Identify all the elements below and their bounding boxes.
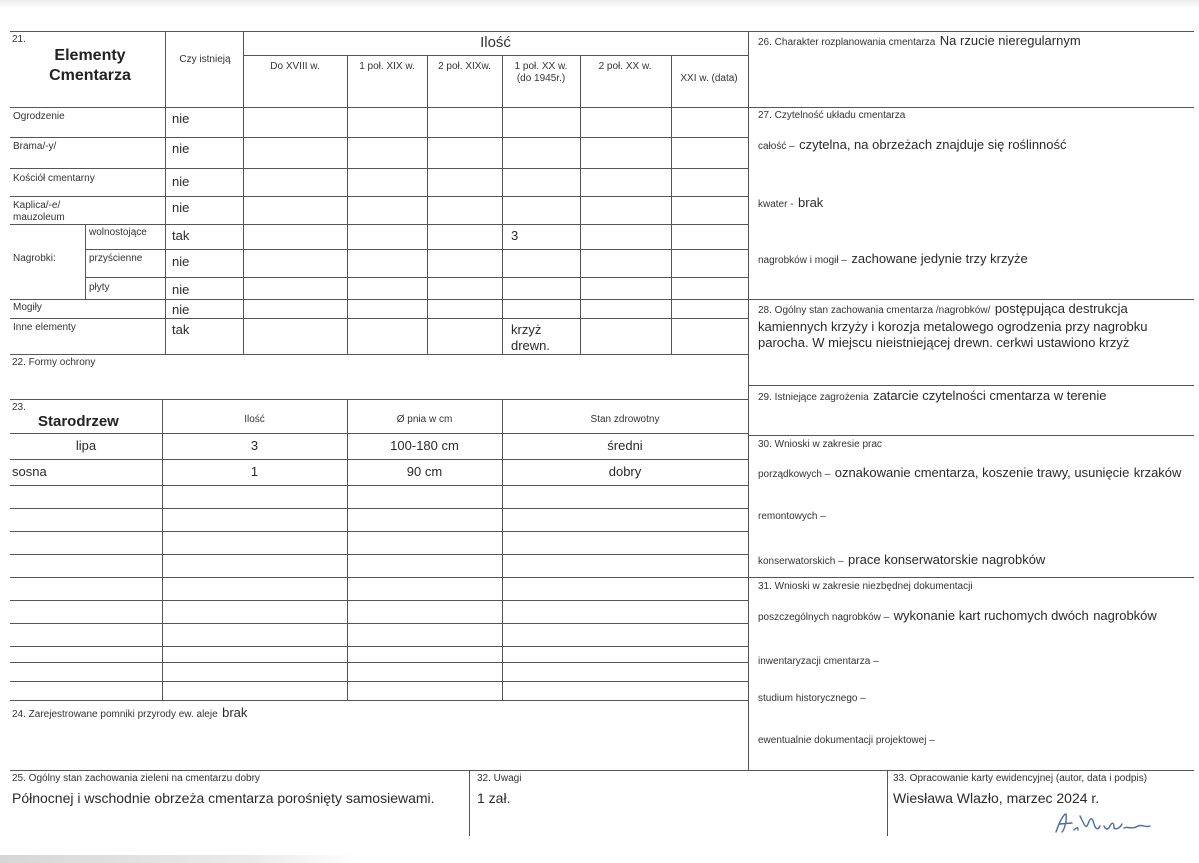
condition-value: postępująca destrukcja [994,301,1128,316]
tree-diameter-header: Ø pnia w cm [396,414,453,425]
element-exists: nie [172,200,190,215]
element-exists: nie [172,141,190,156]
element-label: Kaplica/-e/ mauzoleum [13,200,65,223]
remarks-value: 1 zał. [477,790,511,806]
greenery-value: Północnej i wschodnie obrzeża cmentarza porośnięty samosiewami. [12,790,435,806]
works-cleanup [758,465,1188,483]
works-cleanup-value: oznakowanie cmentarza, koszenie trawy, usunięcie [834,465,1130,480]
threats-label: 29. Istniejące zagrożenia [758,392,869,403]
tree-diameter: 100-180 cm [390,438,459,453]
works-conservation-label: konserwatorskich – [758,556,844,567]
tree-qty: 1 [250,464,259,479]
works-cleanup-label: porządkowych – [758,469,831,480]
documentation-graves-value-cont: nagrobków [1093,608,1157,623]
documentation-conclusions-label: 31. Wnioski w zakresie niezbędnej dokumentacji [758,581,973,592]
element-exists: tak [172,228,190,243]
period-header: Do XVIII w. [270,61,320,72]
period-header: XXI w. (data) [680,73,738,84]
nagrobki-label: Nagrobki: [13,253,56,264]
documentation-history-label: studium historycznego – [758,693,866,704]
tree-health-header: Stan zdrowotny [590,414,660,425]
works-repair-label: remontowych – [758,511,826,522]
condition [758,301,1188,351]
element-exists: nie [172,174,190,189]
period-header: 2 poł. XIXw. [438,61,491,72]
tree-qty: 3 [250,438,259,453]
layout-character-label: 26. Charakter rozplanowania cmentarza [758,37,936,48]
condition-label: 28. Ogólny stan zachowania cmentarza /nagrobków/ [758,305,991,316]
element-label: Inne elementy [13,322,76,333]
element-exists: tak [172,322,190,337]
element-label: przyścienne [89,253,143,264]
scan-shadow [0,855,360,863]
natural-monuments-value: brak [222,705,248,720]
readability-graves-label: nagrobków i mogił – [758,255,847,266]
layout-character-value: Na rzucie nieregularnym [939,33,1081,48]
old-trees-title: Starodrzew [38,413,119,430]
period-header: 1 poł. XIX w. [359,61,415,72]
tree-diameter: 90 cm [406,464,443,479]
works-conservation-value: prace konserwatorskie nagrobków [848,552,1046,567]
readability-whole-label: całość – [758,141,795,152]
documentation-design-label: ewentualnie dokumentacji projektowej – [758,735,935,746]
layout-character [758,32,1081,50]
tree-name: sosna [12,464,47,479]
protection-forms-label: 22. Formy ochrony [12,357,96,368]
documentation-inventory-label: inwentaryzacji cmentarza – [758,656,879,667]
remarks-label: 32. Uwagi [477,773,522,784]
readability-quarters [758,194,823,212]
quantity-header: Ilość [480,34,511,51]
threats-value: zatarcie czytelności cmentarza w terenie [873,388,1107,403]
tree-qty-header: Ilość [244,414,265,425]
author-value: Wiesława Wlazło, marzec 2024 r. [893,790,1100,806]
element-label: wolnostojące [89,227,147,238]
element-label: Brama/-y/ [13,141,57,152]
natural-monuments-label: 24. Zarejestrowane pomniki przyrody ew. aleje [12,709,218,720]
section-23-number: 23. [12,402,26,413]
documentation-graves [758,608,1188,626]
period-header: 2 poł. XX w. [598,61,652,72]
element-label: płyty [89,282,110,293]
scan-top-edge [0,0,1199,8]
readability-quarters-value: brak [798,195,824,210]
documentation-graves-label: poszczególnych nagrobków – [758,612,890,623]
works-cleanup-value-cont: krzaków [1133,465,1182,480]
element-label: Kościół cmentarny [13,173,95,184]
section-21-number: 21. [12,34,26,45]
threats [758,387,1106,405]
elements-title: Elementy Cmentarza [49,47,131,84]
element-exists: nie [172,254,190,269]
readability-whole-value: czytelna, na obrzeżach znajduje się roślinność [799,137,1067,152]
element-exists: nie [172,111,190,126]
works-conservation [758,551,1045,569]
element-count: 3 [511,228,519,243]
element-label: Ogrodzenie [13,111,65,122]
element-count: krzyż drewn. [511,322,551,353]
condition-value-cont: kamiennych krzyży i korozja metalowego ogrodzenia przy nagrobku parocha. W miejscu nieistniejącej drewn. cerkwi ustawiono krzyż [758,319,1148,350]
natural-monuments [12,704,247,722]
tree-health: średni [607,438,643,453]
tree-name: lipa [75,438,97,453]
works-conclusions-label: 30. Wnioski w zakresie prac [758,439,882,450]
greenery-label: 25. Ogólny stan zachowania zieleni na cmentarzu dobry [12,773,260,784]
readability-quarters-label: kwater - [758,199,794,210]
readability-label: 27. Czytelność układu cmentarza [758,110,906,121]
period-header: 1 poł. XX w. (do 1945r.) [514,61,568,84]
element-label: Mogiły [13,302,42,313]
element-exists: nie [172,282,190,297]
tree-health: dobry [608,464,642,479]
readability-whole [758,136,1067,154]
documentation-graves-value: wykonanie kart ruchomych dwóch [893,608,1089,623]
signature [1050,806,1160,838]
readability-graves-value: zachowane jedynie trzy krzyże [851,251,1028,266]
author-label: 33. Opracowanie karty ewidencyjnej (autor, data i podpis) [893,773,1148,784]
exists-header: Czy istnieją [179,54,231,65]
element-exists: nie [172,302,190,317]
readability-graves [758,250,1028,268]
